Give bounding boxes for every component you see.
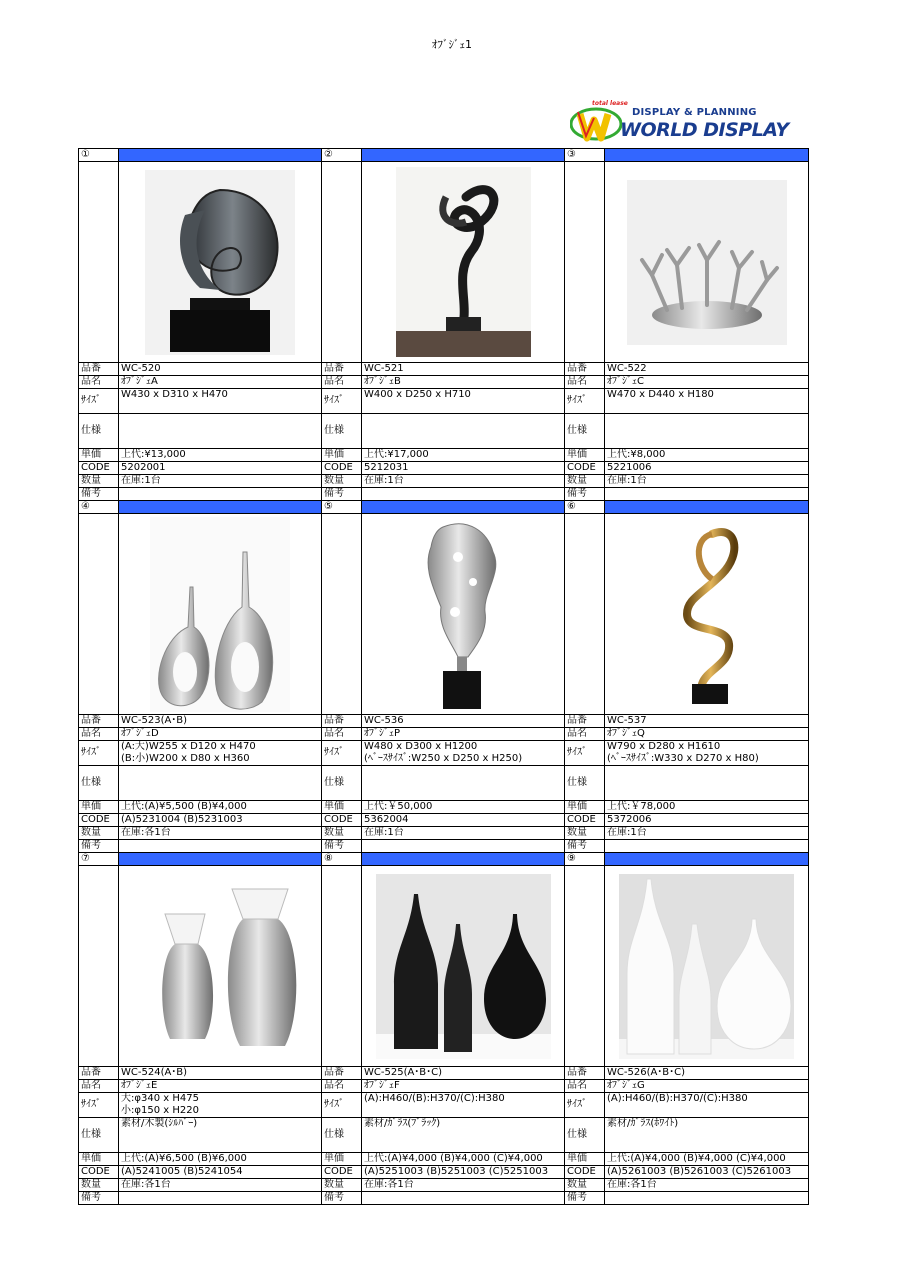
hinmei-value: ｵﾌﾞｼﾞｪC bbox=[605, 376, 809, 389]
note-value bbox=[605, 488, 809, 501]
hinmei-label: 品名 bbox=[79, 376, 119, 389]
table-row bbox=[79, 801, 809, 814]
size-label: ｻｲｽﾞ bbox=[565, 1093, 605, 1118]
size-value bbox=[605, 741, 809, 766]
qty-value: 在庫:各1台 bbox=[119, 1179, 322, 1192]
code-value: (A)5251003 (B)5251003 (C)5251003 bbox=[362, 1166, 565, 1179]
silver-hammered-vases bbox=[150, 517, 290, 712]
image-label-spacer bbox=[79, 866, 119, 1067]
logo-display-planning: DISPLAY & PLANNING bbox=[632, 107, 757, 118]
code-label: CODE bbox=[565, 814, 605, 827]
qty-value: 在庫:各1台 bbox=[605, 1179, 809, 1192]
hinmei-value: ｵﾌﾞｼﾞｪE bbox=[119, 1080, 322, 1093]
hinmei-label: 品名 bbox=[79, 728, 119, 741]
hinban-label: 品番 bbox=[565, 715, 605, 728]
image-label-spacer bbox=[322, 514, 362, 715]
tanka-value: 上代:¥17,000 bbox=[362, 449, 565, 462]
code-label: CODE bbox=[79, 1166, 119, 1179]
tanka-value: 上代:￥78,000 bbox=[605, 801, 809, 814]
hinban-value: WC-520 bbox=[119, 363, 322, 376]
size-line-2: (B:小)W200 x D80 x H360 bbox=[121, 753, 250, 764]
hinban-label: 品番 bbox=[79, 1067, 119, 1080]
hinban-label: 品番 bbox=[322, 1067, 362, 1080]
product-photo bbox=[362, 162, 565, 363]
spec-value bbox=[362, 766, 565, 801]
silver-white-vases bbox=[140, 874, 300, 1059]
product-photo bbox=[362, 514, 565, 715]
spec-label: 仕様 bbox=[322, 414, 362, 449]
hinban-value: WC-525(A･B･C) bbox=[362, 1067, 565, 1080]
qty-value: 在庫:1台 bbox=[362, 827, 565, 840]
gold-loop-sculpture bbox=[657, 519, 757, 709]
table-row bbox=[79, 840, 809, 853]
hinmei-value: ｵﾌﾞｼﾞｪF bbox=[362, 1080, 565, 1093]
size-line-1: 大:φ340 x H475 bbox=[121, 1093, 199, 1104]
note-value bbox=[119, 1192, 322, 1205]
item-header-bar bbox=[605, 501, 809, 514]
hinmei-label: 品名 bbox=[322, 376, 362, 389]
hinmei-value: ｵﾌﾞｼﾞｪB bbox=[362, 376, 565, 389]
tanka-label: 単価 bbox=[79, 449, 119, 462]
hinmei-label: 品名 bbox=[565, 728, 605, 741]
product-photo bbox=[119, 162, 322, 363]
item-header-bar bbox=[119, 853, 322, 866]
white-silver-branch-sculpture bbox=[627, 180, 787, 345]
qty-value: 在庫:1台 bbox=[605, 827, 809, 840]
black-glass-bottles bbox=[376, 874, 551, 1059]
qty-value: 在庫:各1台 bbox=[119, 827, 322, 840]
table-row bbox=[79, 462, 809, 475]
table-row bbox=[79, 1153, 809, 1166]
hinmei-label: 品名 bbox=[565, 1080, 605, 1093]
table-row bbox=[79, 1192, 809, 1205]
note-label: 備考 bbox=[79, 1192, 119, 1205]
note-value bbox=[119, 840, 322, 853]
tanka-label: 単価 bbox=[322, 449, 362, 462]
size-label: ｻｲｽﾞ bbox=[79, 1093, 119, 1118]
item-number: ⑨ bbox=[565, 853, 605, 866]
table-row bbox=[79, 1067, 809, 1080]
code-label: CODE bbox=[565, 462, 605, 475]
item-number: ④ bbox=[79, 501, 119, 514]
spec-value: 素材/木製(ｼﾙﾊﾞｰ) bbox=[119, 1118, 322, 1153]
spec-label: 仕様 bbox=[79, 414, 119, 449]
spec-value: 素材/ｶﾞﾗｽ(ﾎﾜｲﾄ) bbox=[605, 1118, 809, 1153]
white-glass-bottles bbox=[619, 874, 794, 1059]
qty-label: 数量 bbox=[322, 827, 362, 840]
product-photo bbox=[362, 866, 565, 1067]
hinmei-label: 品名 bbox=[79, 1080, 119, 1093]
image-label-spacer bbox=[565, 866, 605, 1067]
silver-rock-sculpture bbox=[413, 517, 513, 712]
hinban-value: WC-537 bbox=[605, 715, 809, 728]
size-line-1: (A:大)W255 x D120 x H470 bbox=[121, 741, 256, 752]
size-line-2: (ﾍﾞｰｽｻｲｽﾞ:W330 x D270 x H80) bbox=[607, 753, 759, 764]
tanka-value: 上代:￥50,000 bbox=[362, 801, 565, 814]
qty-label: 数量 bbox=[322, 1179, 362, 1192]
hinmei-value: ｵﾌﾞｼﾞｪD bbox=[119, 728, 322, 741]
table-row bbox=[79, 715, 809, 728]
table-row bbox=[79, 1179, 809, 1192]
size-label: ｻｲｽﾞ bbox=[565, 741, 605, 766]
table-row bbox=[79, 766, 809, 801]
size-value bbox=[362, 389, 565, 414]
code-label: CODE bbox=[322, 814, 362, 827]
catalog-table bbox=[78, 148, 809, 1205]
tanka-value: 上代:(A)¥5,500 (B)¥4,000 bbox=[119, 801, 322, 814]
size-line-1: W480 x D300 x H1200 bbox=[364, 741, 478, 752]
tanka-label: 単価 bbox=[322, 801, 362, 814]
hinban-value: WC-523(A･B) bbox=[119, 715, 322, 728]
tanka-value: 上代:(A)¥6,500 (B)¥6,000 bbox=[119, 1153, 322, 1166]
code-value: (A)5261003 (B)5261003 (C)5261003 bbox=[605, 1166, 809, 1179]
item-number: ① bbox=[79, 149, 119, 162]
world-display-logo bbox=[570, 100, 810, 144]
image-label-spacer bbox=[322, 162, 362, 363]
abstract-swirl-sculpture bbox=[145, 170, 295, 355]
product-photo bbox=[605, 866, 809, 1067]
hinban-label: 品番 bbox=[565, 1067, 605, 1080]
page-title: ｵﾌﾞｼﾞｪ1 bbox=[432, 38, 472, 51]
qty-label: 数量 bbox=[79, 475, 119, 488]
item-header-bar bbox=[605, 149, 809, 162]
product-photo bbox=[605, 162, 809, 363]
size-line-1: W430 x D310 x H470 bbox=[121, 389, 228, 400]
spec-label: 仕様 bbox=[79, 1118, 119, 1153]
item-header-bar bbox=[119, 149, 322, 162]
table-row bbox=[79, 449, 809, 462]
code-label: CODE bbox=[565, 1166, 605, 1179]
code-label: CODE bbox=[322, 462, 362, 475]
spec-label: 仕様 bbox=[565, 766, 605, 801]
size-line-1: (A):H460/(B):H370/(C):H380 bbox=[364, 1093, 505, 1104]
tanka-value: 上代:(A)¥4,000 (B)¥4,000 (C)¥4,000 bbox=[605, 1153, 809, 1166]
code-value: 5362004 bbox=[362, 814, 565, 827]
table-row bbox=[79, 866, 809, 1067]
item-header-bar bbox=[362, 501, 565, 514]
size-label: ｻｲｽﾞ bbox=[565, 389, 605, 414]
size-label: ｻｲｽﾞ bbox=[79, 389, 119, 414]
code-value: (A)5231004 (B)5231003 bbox=[119, 814, 322, 827]
hinmei-value: ｵﾌﾞｼﾞｪP bbox=[362, 728, 565, 741]
item-number: ② bbox=[322, 149, 362, 162]
table-row bbox=[79, 853, 809, 866]
qty-label: 数量 bbox=[565, 1179, 605, 1192]
image-label-spacer bbox=[322, 866, 362, 1067]
note-label: 備考 bbox=[565, 840, 605, 853]
item-number: ③ bbox=[565, 149, 605, 162]
qty-value: 在庫:各1台 bbox=[362, 1179, 565, 1192]
spec-label: 仕様 bbox=[322, 766, 362, 801]
hinban-label: 品番 bbox=[79, 715, 119, 728]
spec-value bbox=[119, 414, 322, 449]
logo-total-lease: total lease bbox=[592, 100, 628, 107]
hinmei-value: ｵﾌﾞｼﾞｪA bbox=[119, 376, 322, 389]
note-label: 備考 bbox=[322, 1192, 362, 1205]
tanka-label: 単価 bbox=[565, 801, 605, 814]
spec-value: 素材/ｶﾞﾗｽ(ﾌﾞﾗｯｸ) bbox=[362, 1118, 565, 1153]
size-value bbox=[362, 741, 565, 766]
hinban-value: WC-521 bbox=[362, 363, 565, 376]
qty-label: 数量 bbox=[565, 827, 605, 840]
size-value bbox=[605, 1093, 809, 1118]
table-row bbox=[79, 741, 809, 766]
item-header-bar bbox=[362, 853, 565, 866]
note-label: 備考 bbox=[322, 488, 362, 501]
product-photo bbox=[119, 514, 322, 715]
table-row bbox=[79, 363, 809, 376]
hinmei-value: ｵﾌﾞｼﾞｪG bbox=[605, 1080, 809, 1093]
spec-value bbox=[119, 766, 322, 801]
table-row bbox=[79, 149, 809, 162]
image-label-spacer bbox=[79, 162, 119, 363]
spec-label: 仕様 bbox=[79, 766, 119, 801]
logo-w-mark-icon bbox=[570, 106, 622, 142]
logo-world-display: WORLD DISPLAY bbox=[620, 119, 789, 141]
tanka-label: 単価 bbox=[79, 1153, 119, 1166]
table-row bbox=[79, 501, 809, 514]
qty-value: 在庫:1台 bbox=[605, 475, 809, 488]
note-value bbox=[605, 1192, 809, 1205]
item-number: ⑤ bbox=[322, 501, 362, 514]
item-header-bar bbox=[605, 853, 809, 866]
size-line-2: 小:φ150 x H220 bbox=[121, 1105, 199, 1116]
hinban-label: 品番 bbox=[322, 715, 362, 728]
code-value: 5202001 bbox=[119, 462, 322, 475]
size-label: ｻｲｽﾞ bbox=[322, 1093, 362, 1118]
code-label: CODE bbox=[79, 462, 119, 475]
hinban-label: 品番 bbox=[79, 363, 119, 376]
note-value bbox=[362, 840, 565, 853]
qty-label: 数量 bbox=[565, 475, 605, 488]
tanka-label: 単価 bbox=[322, 1153, 362, 1166]
table-row bbox=[79, 414, 809, 449]
code-label: CODE bbox=[79, 814, 119, 827]
table-row bbox=[79, 488, 809, 501]
note-value bbox=[119, 488, 322, 501]
table-row bbox=[79, 728, 809, 741]
table-row bbox=[79, 1093, 809, 1118]
size-label: ｻｲｽﾞ bbox=[322, 389, 362, 414]
table-row bbox=[79, 389, 809, 414]
table-row bbox=[79, 475, 809, 488]
spec-value bbox=[605, 414, 809, 449]
table-row bbox=[79, 1166, 809, 1179]
hinban-label: 品番 bbox=[565, 363, 605, 376]
table-row bbox=[79, 814, 809, 827]
hinmei-label: 品名 bbox=[322, 728, 362, 741]
table-row bbox=[79, 1118, 809, 1153]
code-value: 5221006 bbox=[605, 462, 809, 475]
spec-label: 仕様 bbox=[565, 1118, 605, 1153]
spec-label: 仕様 bbox=[565, 414, 605, 449]
hinban-label: 品番 bbox=[322, 363, 362, 376]
size-value bbox=[119, 1093, 322, 1118]
code-value: 5212031 bbox=[362, 462, 565, 475]
hinmei-label: 品名 bbox=[565, 376, 605, 389]
black-ribbon-sculpture bbox=[396, 167, 531, 357]
size-value bbox=[605, 389, 809, 414]
item-header-bar bbox=[119, 501, 322, 514]
tanka-value: 上代:¥13,000 bbox=[119, 449, 322, 462]
product-photo bbox=[605, 514, 809, 715]
item-number: ⑧ bbox=[322, 853, 362, 866]
table-row bbox=[79, 827, 809, 840]
hinban-value: WC-522 bbox=[605, 363, 809, 376]
hinban-value: WC-526(A･B･C) bbox=[605, 1067, 809, 1080]
table-row bbox=[79, 1080, 809, 1093]
code-value: (A)5241005 (B)5241054 bbox=[119, 1166, 322, 1179]
image-label-spacer bbox=[565, 162, 605, 363]
catalog-body bbox=[79, 149, 809, 1205]
size-value bbox=[119, 389, 322, 414]
tanka-label: 単価 bbox=[79, 801, 119, 814]
image-label-spacer bbox=[565, 514, 605, 715]
spec-label: 仕様 bbox=[322, 1118, 362, 1153]
qty-label: 数量 bbox=[79, 1179, 119, 1192]
tanka-value: 上代:(A)¥4,000 (B)¥4,000 (C)¥4,000 bbox=[362, 1153, 565, 1166]
size-line-1: W470 x D440 x H180 bbox=[607, 389, 714, 400]
spec-value bbox=[362, 414, 565, 449]
product-photo bbox=[119, 866, 322, 1067]
size-value bbox=[362, 1093, 565, 1118]
note-label: 備考 bbox=[79, 488, 119, 501]
image-label-spacer bbox=[79, 514, 119, 715]
item-number: ⑥ bbox=[565, 501, 605, 514]
note-label: 備考 bbox=[565, 1192, 605, 1205]
table-row bbox=[79, 376, 809, 389]
size-line-1: W790 x D280 x H1610 bbox=[607, 741, 721, 752]
qty-label: 数量 bbox=[79, 827, 119, 840]
tanka-value: 上代:¥8,000 bbox=[605, 449, 809, 462]
size-line-1: (A):H460/(B):H370/(C):H380 bbox=[607, 1093, 748, 1104]
size-value bbox=[119, 741, 322, 766]
note-value bbox=[362, 488, 565, 501]
note-label: 備考 bbox=[565, 488, 605, 501]
item-number: ⑦ bbox=[79, 853, 119, 866]
hinmei-label: 品名 bbox=[322, 1080, 362, 1093]
note-label: 備考 bbox=[79, 840, 119, 853]
size-line-2: (ﾍﾞｰｽｻｲｽﾞ:W250 x D250 x H250) bbox=[364, 753, 523, 764]
note-value bbox=[605, 840, 809, 853]
code-value: 5372006 bbox=[605, 814, 809, 827]
size-line-1: W400 x D250 x H710 bbox=[364, 389, 471, 400]
note-value bbox=[362, 1192, 565, 1205]
qty-value: 在庫:1台 bbox=[362, 475, 565, 488]
note-label: 備考 bbox=[322, 840, 362, 853]
code-label: CODE bbox=[322, 1166, 362, 1179]
size-label: ｻｲｽﾞ bbox=[79, 741, 119, 766]
size-label: ｻｲｽﾞ bbox=[322, 741, 362, 766]
hinban-value: WC-524(A･B) bbox=[119, 1067, 322, 1080]
spec-value bbox=[605, 766, 809, 801]
hinmei-value: ｵﾌﾞｼﾞｪQ bbox=[605, 728, 809, 741]
table-row bbox=[79, 514, 809, 715]
item-header-bar bbox=[362, 149, 565, 162]
tanka-label: 単価 bbox=[565, 449, 605, 462]
table-row bbox=[79, 162, 809, 363]
tanka-label: 単価 bbox=[565, 1153, 605, 1166]
qty-label: 数量 bbox=[322, 475, 362, 488]
qty-value: 在庫:1台 bbox=[119, 475, 322, 488]
hinban-value: WC-536 bbox=[362, 715, 565, 728]
